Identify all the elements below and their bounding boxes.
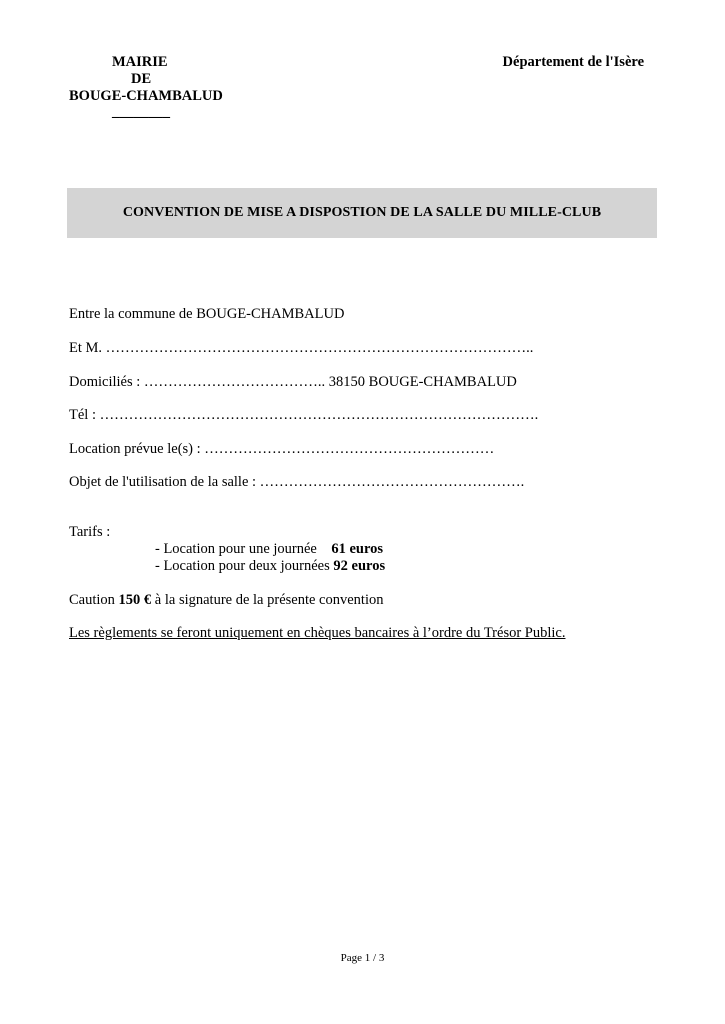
mairie-heading-de: DE bbox=[131, 71, 152, 87]
entre-commune-line: Entre la commune de BOUGE-CHAMBALUD bbox=[69, 306, 345, 322]
page-number: Page 1 / 3 bbox=[340, 952, 385, 964]
header-rule: ________ bbox=[112, 104, 170, 120]
caution-suffix: à la signature de la présente convention bbox=[151, 592, 384, 608]
document-title: CONVENTION DE MISE A DISPOSTION DE LA SALLE DU MILLE-CLUB bbox=[122, 205, 602, 220]
caution-amount: 150 € bbox=[118, 592, 152, 608]
tarif-one-day-price: 61 euros bbox=[331, 541, 384, 557]
tarif-one-day-text: - Location pour une journée bbox=[155, 541, 332, 557]
et-m-line: Et M. …………………………………………………………………………….. bbox=[69, 340, 534, 356]
title-banner bbox=[67, 188, 657, 238]
commune-name: BOUGE-CHAMBALUD bbox=[69, 88, 223, 104]
departement-heading: Département de l'Isère bbox=[502, 54, 644, 70]
objet-line: Objet de l'utilisation de la salle : ………………………………………………. bbox=[69, 474, 525, 490]
tel-line: Tél : ………………………………………………………………………………. bbox=[69, 407, 539, 423]
domicilies-line: Domiciliés : ……………………………….. 38150 BOUGE-CHAMBALUD bbox=[69, 374, 517, 390]
tarif-two-days bbox=[155, 558, 385, 575]
tarifs-label: Tarifs : bbox=[69, 524, 111, 540]
caution-line bbox=[69, 592, 383, 609]
reglements-line: Les règlements se feront uniquement en chèques bancaires à l’ordre du Trésor Public. bbox=[69, 625, 566, 641]
tarif-one-day bbox=[155, 541, 383, 558]
tarif-two-days-price: 92 euros bbox=[333, 558, 386, 574]
caution-prefix: Caution bbox=[69, 592, 119, 608]
location-prevue-line: Location prévue le(s) : …………………………………………………… bbox=[69, 441, 495, 457]
mairie-heading: MAIRIE bbox=[112, 54, 168, 70]
tarif-two-days-text: - Location pour deux journées bbox=[155, 558, 334, 574]
